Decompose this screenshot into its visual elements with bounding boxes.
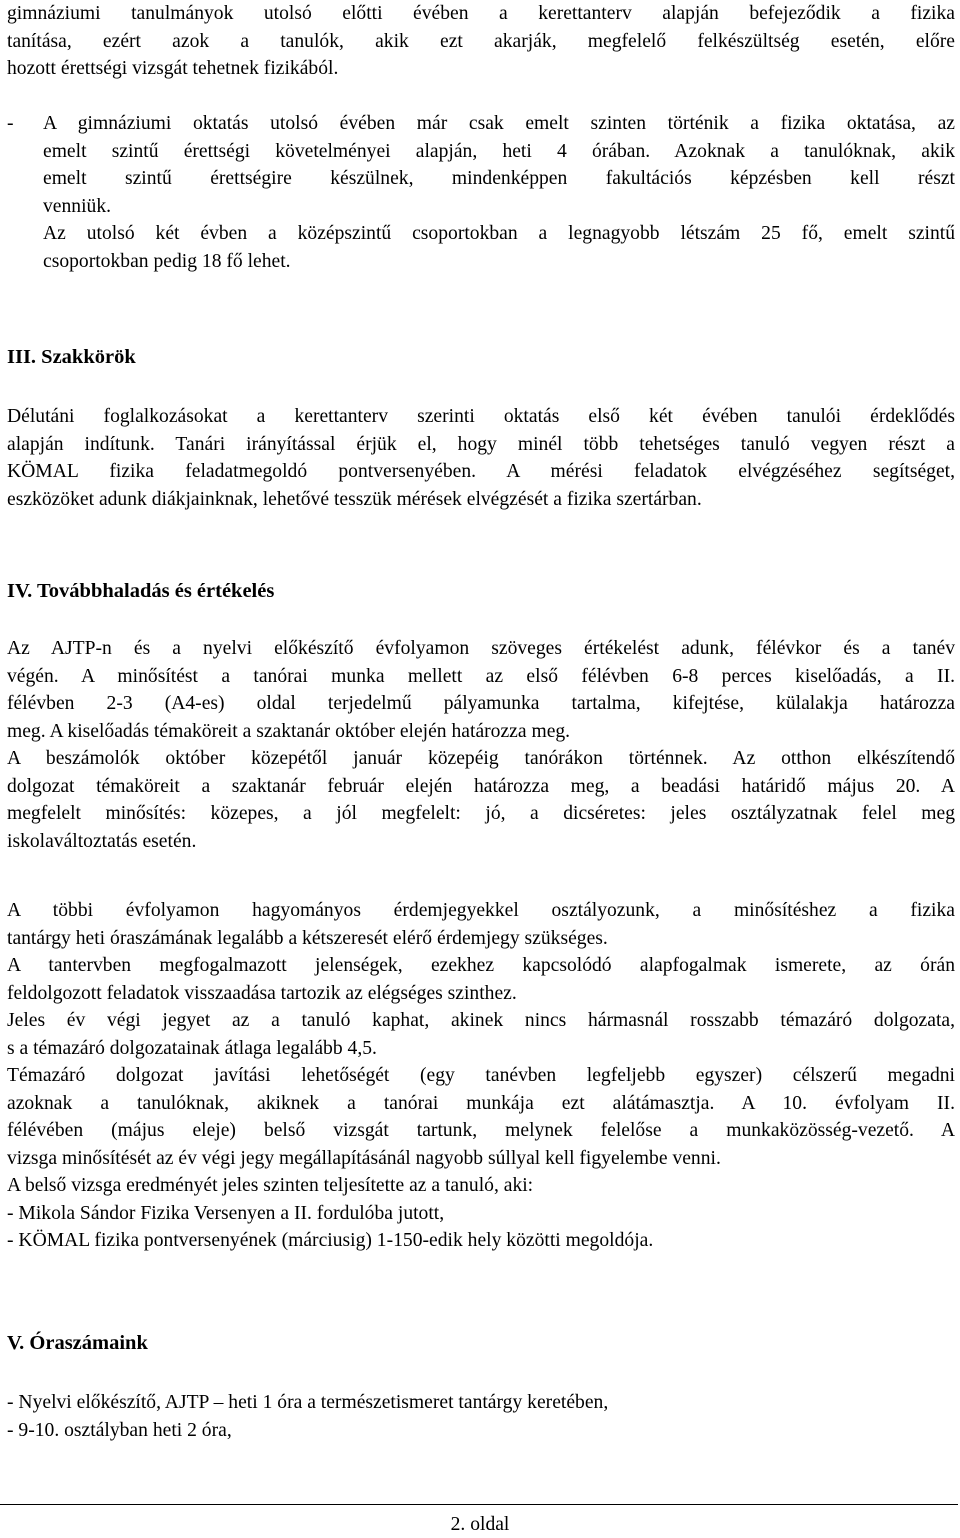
footer-divider bbox=[0, 1504, 958, 1505]
bullet-dash: - bbox=[7, 113, 14, 134]
page-number: 2. oldal bbox=[450, 1514, 510, 1535]
text-line: Az AJTP-n és a nyelvi előkészítő évfolyamon szöveges értékelést adunk, félévkor és a tanév bbox=[7, 638, 955, 659]
text-line: - Mikola Sándor Fizika Versenyen a II. fordulóba jutott, bbox=[7, 1202, 445, 1224]
text-line: eszközöket adunk diákjainknak, lehetővé tesszük mérések elvégzését a fizika szertárban. bbox=[7, 488, 702, 510]
text-line: félévben 2-3 (A4-es) oldal terjedelmű pályamunka tartalma, kifejtése, külalakja határozza bbox=[7, 693, 955, 714]
section-heading-szakkorok: III. Szakkörök bbox=[7, 346, 136, 368]
list-item: - Nyelvi előkészítő, AJTP – heti 1 óra a természetismeret tantárgy keretében, bbox=[7, 1392, 609, 1413]
text-line: végén. A minősítést a tanórai munka mellett az első félévben 6-8 perces kiselőadás, a II. bbox=[7, 665, 955, 687]
text-line: meg. A kiselőadás témaköreit a szaktanár október elején határozza meg. bbox=[7, 720, 571, 742]
text-line: alapján indítunk. Tanári irányítással érjük el, hogy minél több tehetséges tanuló vegyen részt a bbox=[7, 433, 955, 455]
text-line: gimnáziumi tanulmányok utolsó előtti évében a kerettanterv alapján befejeződik a fizika bbox=[7, 3, 955, 24]
text-line: Témazáró dolgozat javítási lehetőségét (egy tanévben legfeljebb egyszer) célszerű megadni bbox=[7, 1065, 955, 1086]
section-heading-tovabbhaladas: IV. Továbbhaladás és értékelés bbox=[7, 580, 275, 602]
text-line: iskolaváltoztatás esetén. bbox=[7, 830, 197, 852]
text-line: emelt szintű érettségi követelményei alapján, heti 4 órában. Azoknak a tanulóknak, akik bbox=[43, 140, 955, 162]
text-line: tanítása, ezért azok a tanulók, akik ezt akarják, megfelelő felkészültség esetén, előre bbox=[7, 30, 955, 52]
text-line: A beszámolók október közepétől január közepéig tanórákon történnek. Az otthon elkészítendő bbox=[7, 748, 955, 769]
text-line: Jeles év végi jegyet az a tanuló kaphat, akinek nincs hármasnál rosszabb témazáró dolgozata, bbox=[7, 1010, 955, 1031]
ertekeles-paragraph-1 bbox=[7, 635, 955, 855]
text-line: - KÖMAL fizika pontversenyének (márciusig) 1-150-edik hely közötti megoldója. bbox=[7, 1230, 654, 1251]
szakkorok-paragraph bbox=[7, 403, 955, 513]
text-line: Délutáni foglalkozásokat a kerettanterv szerinti oktatás első két évében tanulói érdeklődés bbox=[7, 406, 955, 427]
intro-paragraph bbox=[7, 0, 955, 83]
oraszamaink-list bbox=[7, 1389, 955, 1444]
text-line: Az utolsó két évben a középszintű csoportokban a legnagyobb létszám 25 fő, emelt szintű bbox=[43, 223, 955, 244]
text-line: KÖMAL fizika feladatmegoldó pontversenyében. A mérési feladatok elvégzéséhez segítséget, bbox=[7, 461, 955, 482]
text-line: csoportokban pedig 18 fő lehet. bbox=[43, 250, 291, 272]
text-line: dolgozat témaköreit a szaktanár február elején határozza meg, a beadási határidő május 20. A bbox=[7, 775, 955, 797]
text-line: hozott érettségi vizsgát tehetnek fizikából. bbox=[7, 58, 339, 79]
text-line: megfelelt minősítés: közepes, a jól megfelelt: jó, a dicséretes: jeles osztályzatnak felel meg bbox=[7, 803, 955, 824]
ertekeles-paragraph-2 bbox=[7, 897, 955, 1255]
text-line: feldolgozott feladatok visszaadása tartozik az elégséges szinthez. bbox=[7, 982, 517, 1004]
text-line: A tantervben megfogalmazott jelenségek, ezekhez kapcsolódó alapfogalmak ismerete, az órán bbox=[7, 955, 955, 976]
text-line: emelt szintű érettségire készülnek, mindenképpen fakultációs képzésben kell részt bbox=[43, 168, 955, 189]
section-heading-oraszamaink: V. Óraszámaink bbox=[7, 1332, 148, 1354]
text-line: azoknak a tanulóknak, akiknek a tanórai munkája ezt alátámasztja. A 10. évfolyam II. bbox=[7, 1092, 955, 1114]
text-line: A többi évfolyamon hagyományos érdemjegyekkel osztályozunk, a minősítéshez a fizika bbox=[7, 900, 955, 921]
text-line: s a témazáró dolgozatainak átlaga legalább 4,5. bbox=[7, 1037, 377, 1059]
text-line: venniük. bbox=[43, 195, 112, 217]
text-line: félévében (május eleje) belső vizsgát tartunk, melynek felelőse a munkaközösség-vezető. A bbox=[7, 1120, 955, 1141]
bullet-paragraph bbox=[7, 110, 955, 275]
text-line: tantárgy heti óraszámának legalább a kétszeresét elérő érdemjegy szükséges. bbox=[7, 927, 608, 949]
text-line: vizsga minősítését az év végi jegy megállapításánál nagyobb súllyal kell figyelembe venni. bbox=[7, 1147, 721, 1169]
text-line: A belső vizsga eredményét jeles szinten teljesítette az a tanuló, aki: bbox=[7, 1175, 534, 1196]
text-line: A gimnáziumi oktatás utolsó évében már csak emelt szinten történik a fizika oktatása, az bbox=[43, 113, 955, 134]
list-item: - 9-10. osztályban heti 2 óra, bbox=[7, 1419, 232, 1441]
